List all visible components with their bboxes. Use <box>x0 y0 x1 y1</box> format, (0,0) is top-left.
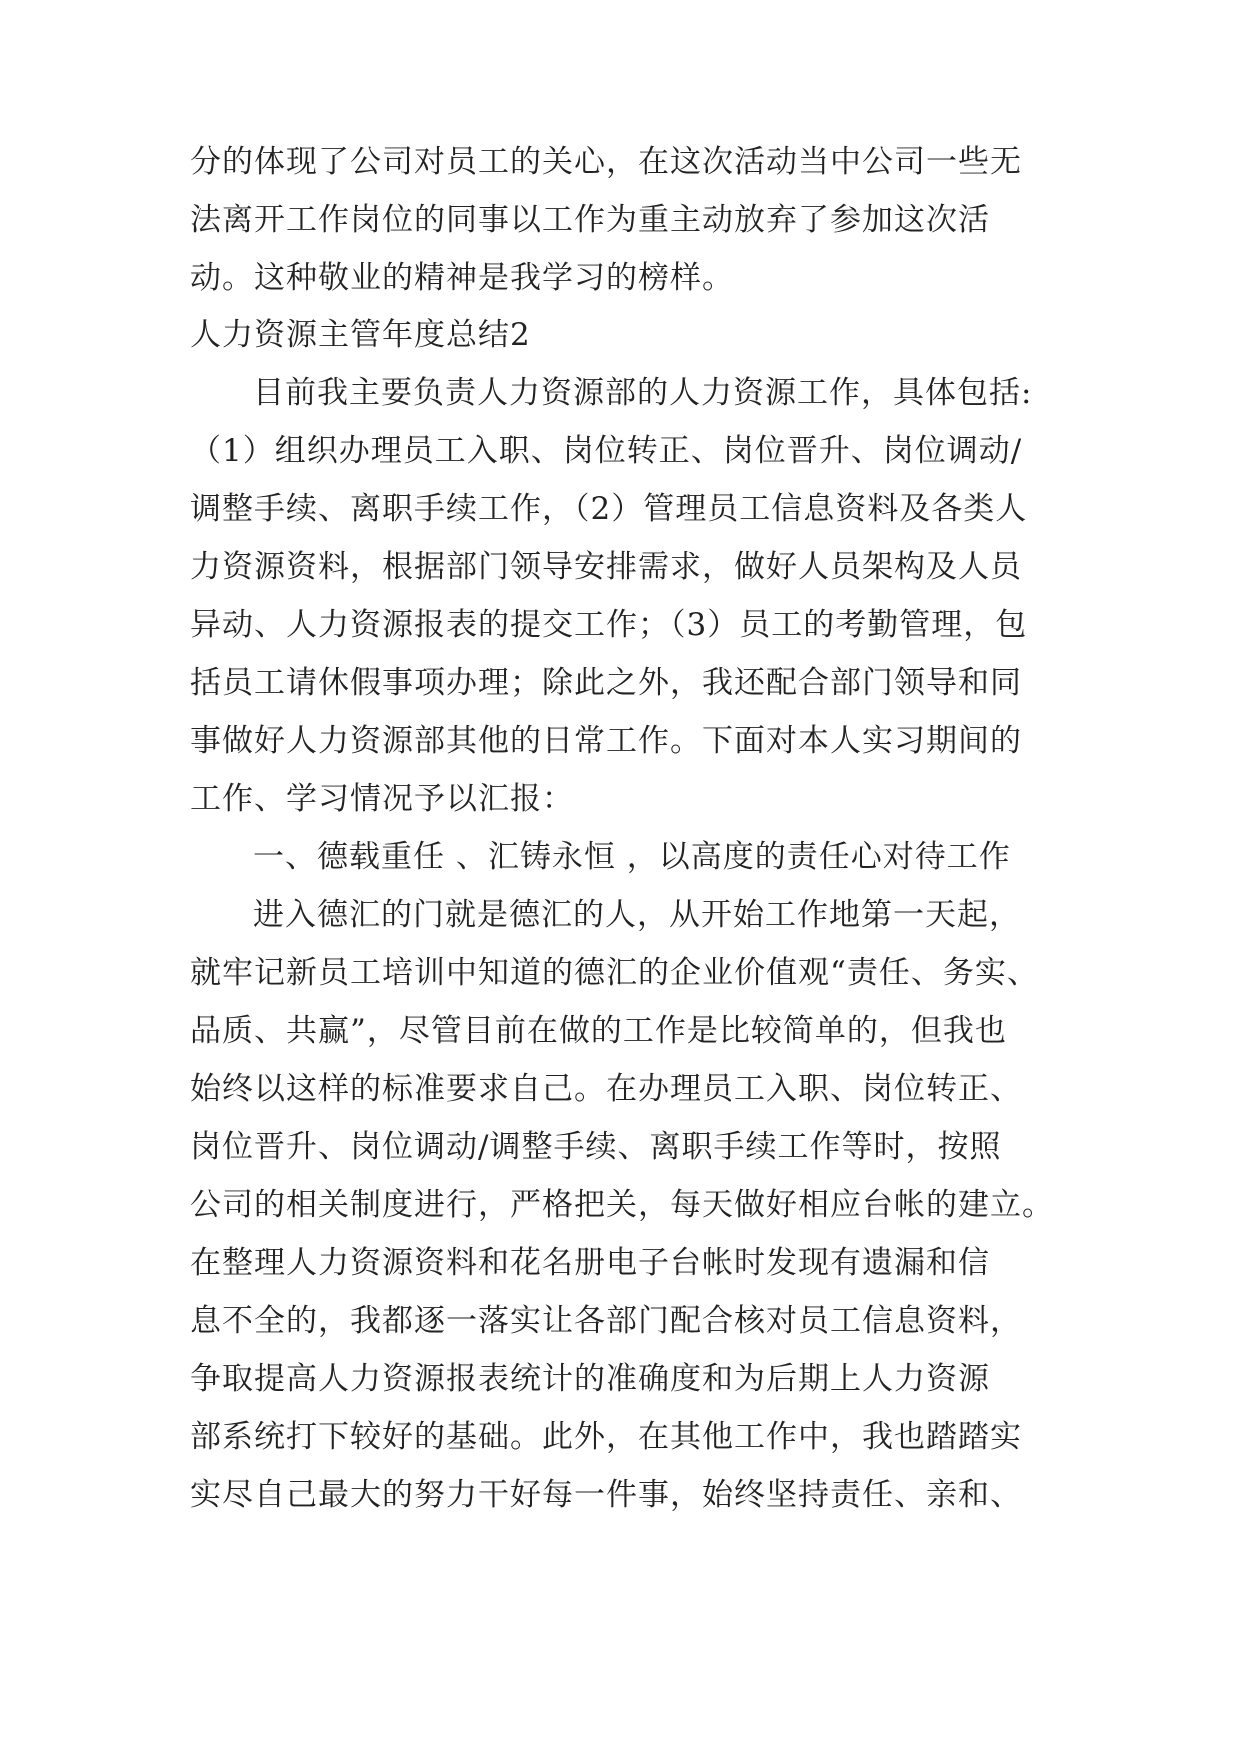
text-line: 始终以这样的标准要求自己。在办理员工入职、岗位转正、 <box>190 1071 1022 1107</box>
text-line: 分的体现了公司对员工的关心，在这次活动当中公司一些无 <box>190 144 1022 180</box>
text-line: （1）组织办理员工入职、岗位转正、岗位晋升、岗位调动/ <box>190 433 1023 469</box>
text-line: 就牢记新员工培训中知道的德汇的企业价值观“责任、务实、 <box>190 955 1039 991</box>
paragraph-first-line: 目前我主要负责人力资源部的人力资源工作，具体包括: <box>253 375 1033 411</box>
subsection-heading: 一、德载重任 、汇铸永恒 ，以高度的责任心对待工作 <box>253 839 1011 875</box>
text-line: 法离开工作岗位的同事以工作为重主动放弃了参加这次活 <box>190 202 990 238</box>
paragraph-first-line: 进入德汇的门就是德汇的人，从开始工作地第一天起， <box>253 897 1021 933</box>
text-line: 事做好人力资源部其他的日常工作。下面对本人实习期间的 <box>190 723 1022 759</box>
text-line: 部系统打下较好的基础。此外，在其他工作中，我也踏踏实 <box>190 1419 1022 1455</box>
text-line: 动。这种敬业的精神是我学习的榜样。 <box>190 260 734 296</box>
section-heading: 人力资源主管年度总结2 <box>190 317 531 353</box>
text-line: 力资源资料，根据部门领导安排需求，做好人员架构及人员 <box>190 549 1022 585</box>
text-line: 工作、学习情况予以汇报： <box>190 781 574 817</box>
text-line: 实尽自己最大的努力干好每一件事，始终坚持责任、亲和、 <box>190 1477 1022 1513</box>
text-line: 争取提高人力资源报表统计的准确度和为后期上人力资源 <box>190 1361 990 1397</box>
text-line: 岗位晋升、岗位调动/调整手续、离职手续工作等时，按照 <box>190 1129 1002 1165</box>
text-line: 公司的相关制度进行，严格把关，每天做好相应台帐的建立。 <box>190 1187 1054 1223</box>
text-line: 品质、共赢”，尽管目前在做的工作是比较简单的，但我也 <box>190 1013 1007 1049</box>
text-line: 在整理人力资源资料和花名册电子台帐时发现有遗漏和信 <box>190 1245 990 1281</box>
text-line: 息不全的，我都逐一落实让各部门配合核对员工信息资料， <box>190 1303 1022 1339</box>
text-line: 调整手续、离职手续工作，（2）管理员工信息资料及各类人 <box>190 491 1028 527</box>
text-line: 异动、人力资源报表的提交工作；（3）员工的考勤管理，包 <box>190 607 1028 643</box>
text-line: 括员工请休假事项办理；除此之外，我还配合部门领导和同 <box>190 665 1022 701</box>
